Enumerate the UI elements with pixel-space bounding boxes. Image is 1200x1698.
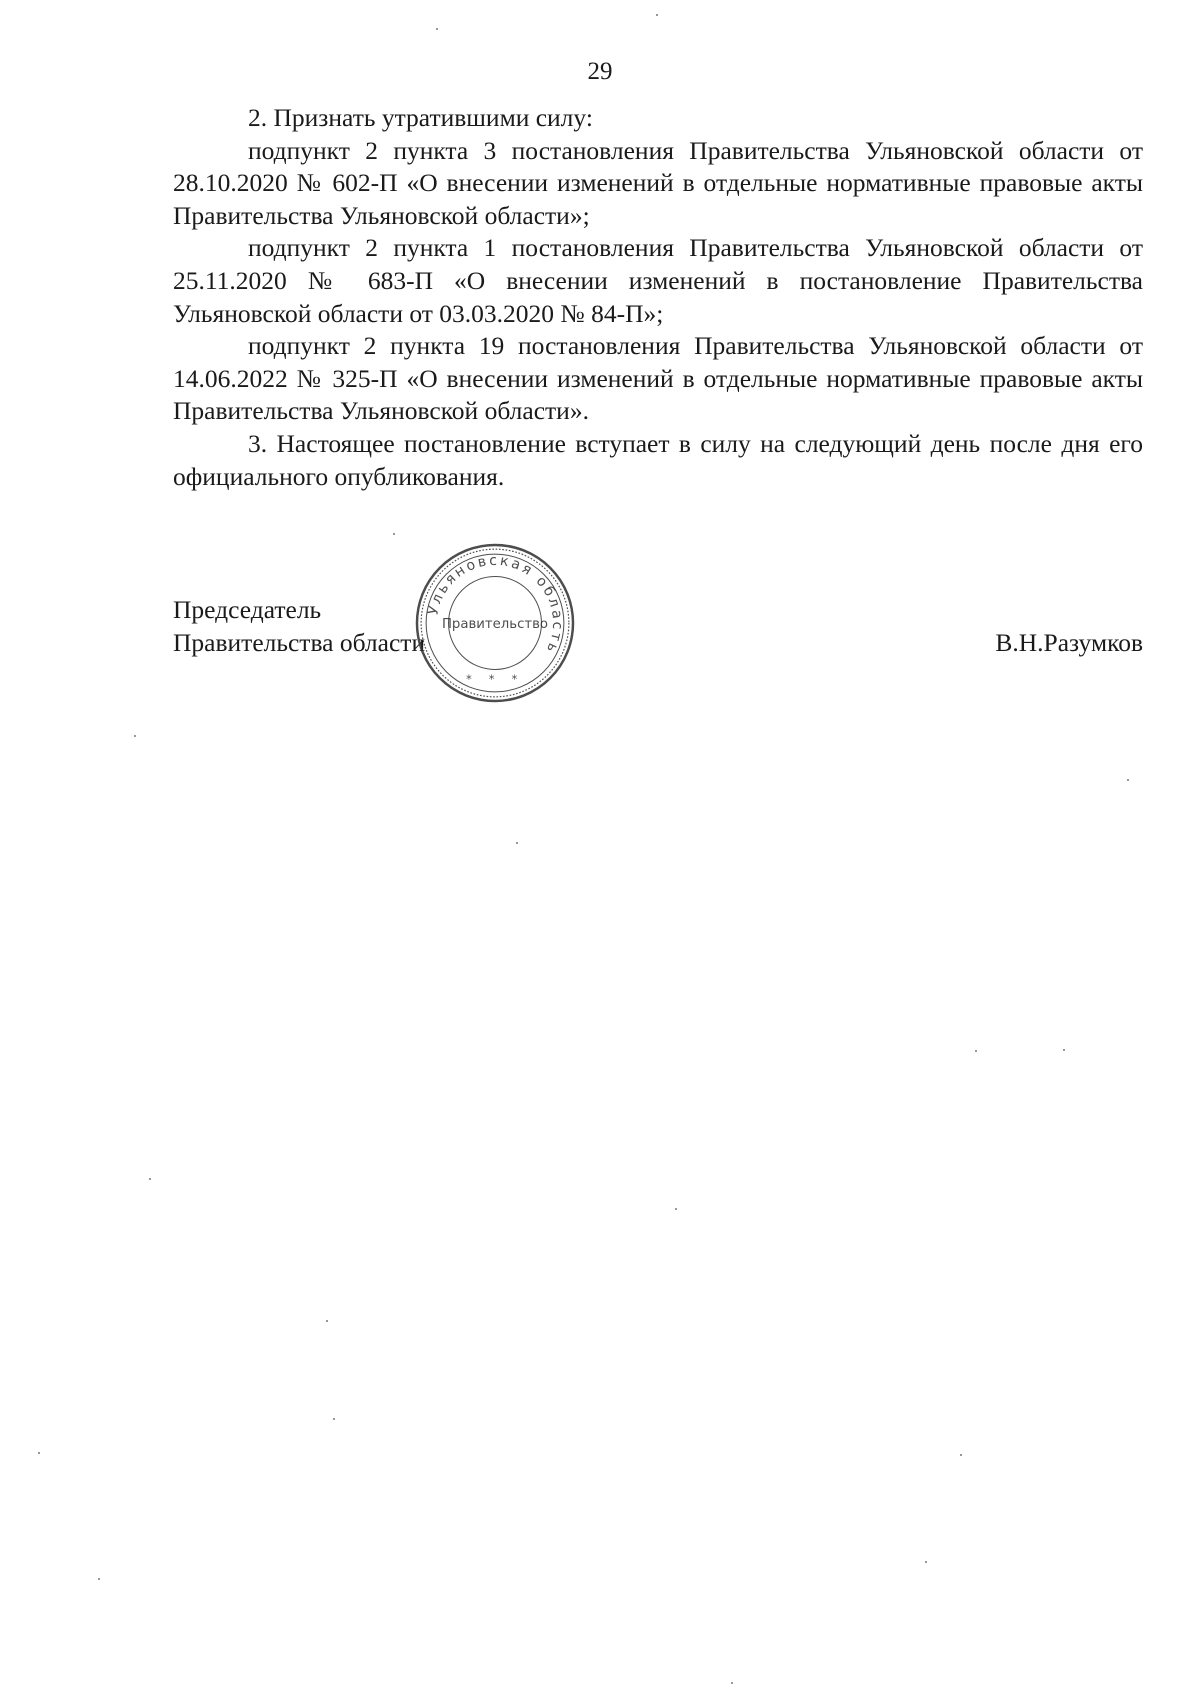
- scan-speck: [516, 842, 518, 844]
- scan-speck: [975, 1050, 977, 1052]
- scan-speck: [393, 533, 395, 535]
- scan-speck: [436, 28, 438, 30]
- paragraph-item-2-heading: 2. Признать утратившими силу:: [248, 103, 593, 132]
- scan-speck: [960, 1454, 962, 1456]
- document-body: [173, 102, 1143, 493]
- scan-speck: [98, 1578, 100, 1580]
- scan-speck: [38, 1452, 40, 1454]
- stamp-center-text: Правительство: [441, 616, 549, 632]
- official-seal-stamp: [412, 540, 578, 706]
- stamp-stars: * * *: [466, 671, 524, 686]
- scan-speck: [731, 1682, 733, 1684]
- scan-speck: [1063, 1049, 1065, 1051]
- scan-speck: [326, 1320, 328, 1322]
- scan-speck: [925, 1561, 927, 1563]
- stamp-ring-text: Ульяновская область: [425, 552, 566, 658]
- scan-speck: [333, 1418, 335, 1420]
- signature-block: [173, 594, 1143, 659]
- paragraph-item-3-effective-date: 3. Настоящее постановление вступает в силу на следующий день после дня его официального опубликования.: [173, 428, 1143, 491]
- scan-speck: [1127, 779, 1129, 781]
- scan-speck: [134, 735, 136, 737]
- scan-speck: [656, 14, 658, 16]
- signatory-name: В.Н.Разумков: [995, 627, 1143, 657]
- signatory-title-line-1: Председатель: [173, 595, 322, 624]
- scan-speck: [675, 1208, 677, 1210]
- page-number: 29: [587, 58, 613, 85]
- paragraph-repeal-325p: подпункт 2 пункта 19 постановления Правительства Ульяновской области от 14.06.2022 № 325-П «О внесении изменений в отдельные нормативные правовые акты Правительства Ульяновской области».: [173, 331, 1143, 426]
- scan-speck: [149, 1178, 151, 1180]
- signatory-title-line-2: Правительства области: [173, 627, 426, 657]
- paragraph-repeal-683p: подпункт 2 пункта 1 постановления Правительства Ульяновской области от 25.11.2020 № 683-П «О внесении изменений в постановление Правительства Ульяновской области от 03.03.2020 № 84-П»;: [173, 233, 1143, 328]
- paragraph-repeal-602p: подпункт 2 пункта 3 постановления Правительства Ульяновской области от 28.10.2020 № 602-П «О внесении изменений в отдельные нормативные правовые акты Правительства Ульяновской области»;: [173, 135, 1143, 230]
